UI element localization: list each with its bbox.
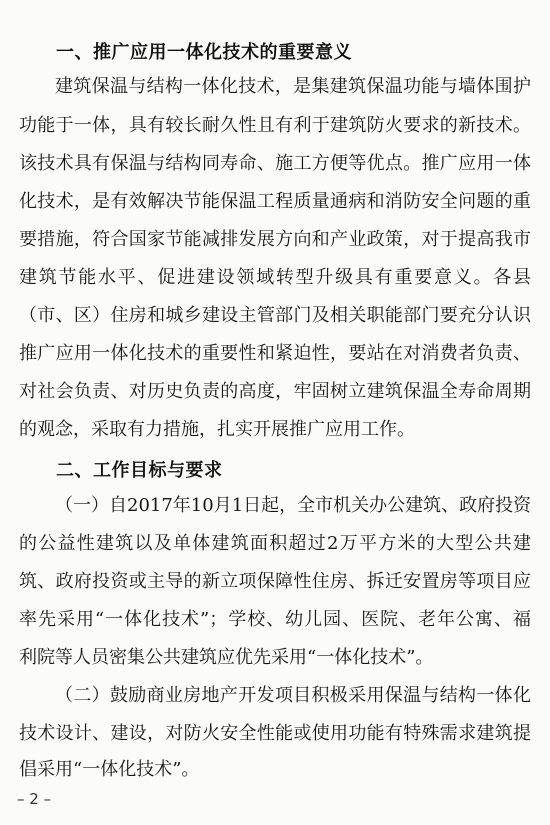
paragraph-line: 建筑保温与结构一体化技术，是集建筑保温功能与墙体围护 — [55, 76, 531, 97]
paragraph-line: 该技术具有保温与结构同寿命、施工方便等优点。推广应用一体 — [19, 153, 531, 174]
paragraph-line: 功能于一体，具有较长耐久性且有利于建筑防火要求的新技术。 — [19, 115, 531, 136]
paragraph-line: 技术设计、建设，对防火安全性能或使用功能有特殊需求建筑提 — [19, 723, 531, 744]
paragraph-line: 率先采用“一体化技术”；学校、幼儿园、医院、老年公寓、福 — [19, 609, 531, 630]
paragraph-line: 化技术，是有效解决节能保温工程质量通病和消防安全问题的重 — [19, 191, 531, 212]
paragraph-line: 的观念，采取有力措施，扎实开展推广应用工作。 — [19, 419, 415, 440]
paragraph-line: （二）鼓励商业房地产开发项目积极采用保温与结构一体化 — [55, 685, 531, 706]
paragraph-line: （一）自2017年10月1日起，全市机关办公建筑、政府投资 — [55, 495, 532, 516]
paragraph-line: （市、区）住房和城乡建设主管部门及相关职能部门要充分认识 — [19, 305, 531, 326]
paragraph-line: 对社会负责、对历史负责的高度，牢固树立建筑保温全寿命周期 — [19, 381, 531, 402]
page-number: – 2 – — [17, 790, 52, 808]
paragraph-line: 筑、政府投资或主导的新立项保障性住房、拆迁安置房等项目应 — [19, 571, 531, 592]
section-heading-goals: 二、工作目标与要求 — [56, 460, 223, 481]
paragraph-line: 建筑节能水平、促进建设领域转型升级具有重要意义。各县 — [19, 267, 531, 288]
section-heading-significance: 一、推广应用一体化技术的重要意义 — [56, 42, 352, 63]
paragraph-line: 倡采用“一体化技术”。 — [19, 759, 200, 780]
paragraph-line: 推广应用一体化技术的重要性和紧迫性，要站在对消费者负责、 — [19, 343, 531, 364]
paragraph-line: 利院等人员密集公共建筑应优先采用“一体化技术”。 — [19, 647, 434, 668]
paragraph-line: 的公益性建筑以及单体建筑面积超过2万平方米的大型公共建 — [19, 533, 531, 554]
paragraph-line: 要措施，符合国家节能减排发展方向和产业政策，对于提高我市 — [19, 229, 531, 250]
